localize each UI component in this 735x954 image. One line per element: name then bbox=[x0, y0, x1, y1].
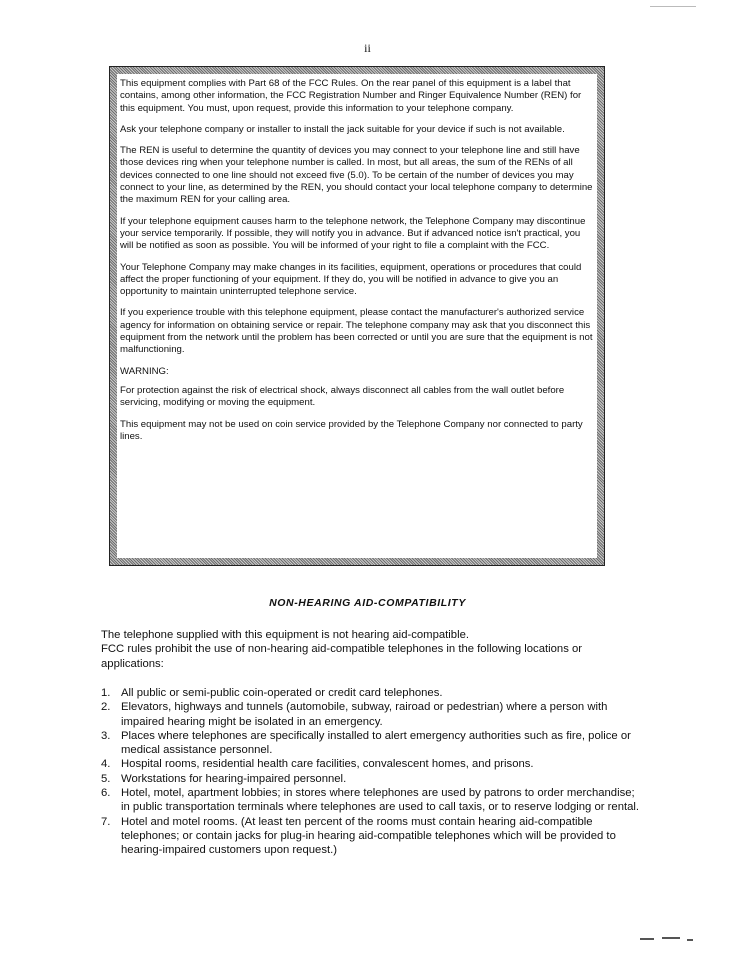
list-item bbox=[101, 772, 641, 786]
page-number: ii bbox=[364, 41, 371, 55]
warning-text: For protection against the risk of electrical shock, always disconnect all cables from the wall outlet before servicing, modifying or moving the equipment. bbox=[120, 384, 565, 409]
list-item-text: Places where telephones are specifically installed to alert emergency authorities such as fire, police or medical assistance personnel. bbox=[121, 729, 631, 757]
list-item-number: 7. bbox=[101, 815, 111, 828]
list-item-text: Hotel and motel rooms. (At least ten percent of the rooms must contain hearing aid-compatible telephones; or contain jacks for plug-in hearing aid-compatible telephones which will be provided to hearing-impaired customers upon request.) bbox=[121, 815, 616, 857]
list-item-text: Workstations for hearing-impaired personnel. bbox=[121, 772, 347, 785]
list-item bbox=[101, 729, 641, 758]
fcc-paragraph-trouble: If you experience trouble with this telephone equipment, please contact the manufacturer's authorized service agency for information on obtaining service or repair. The telephone company may ask that you disconnect this equipment from the network until the problem has been corrected or until you are sure that the equipment is not malfunctioning. bbox=[120, 307, 593, 356]
fcc-paragraph-jack: Ask your telephone company or installer to install the jack suitable for your device if such is not available. bbox=[120, 123, 565, 135]
list-item-number: 2. bbox=[101, 701, 111, 714]
fcc-notice-content bbox=[117, 74, 597, 558]
hac-intro-line: FCC rules prohibit the use of non-hearing aid-compatible telephones in the following locations or applications: bbox=[101, 643, 583, 670]
list-item-text: Hospital rooms, residential health care facilities, convalescent homes, and prisons. bbox=[121, 758, 534, 771]
scan-artifact bbox=[640, 938, 654, 940]
list-item-text: All public or semi-public coin-operated or credit card telephones. bbox=[121, 687, 443, 699]
list-item bbox=[101, 786, 641, 815]
scan-artifact bbox=[687, 939, 693, 941]
list-item-text: Elevators, highways and tunnels (automobile, subway, rairoad or pedestrian) where a person with impaired hearing might be isolated in an emergency. bbox=[121, 701, 608, 728]
fcc-paragraph-network-harm: If your telephone equipment causes harm to the telephone network, the Telephone Company may discontinue your service temporarily. If possible, they will notify you in advance. But if advanced notice isn't practical, you will be notified as soon as possible. You will be informed of your right to file a complaint with the FCC. bbox=[120, 215, 586, 252]
coin-service-text: This equipment may not be used on coin service provided by the Telephone Company nor connected to party lines. bbox=[120, 418, 583, 442]
list-item-number: 6. bbox=[101, 787, 111, 800]
hac-intro bbox=[101, 628, 641, 671]
scan-artifact bbox=[650, 6, 696, 7]
list-item-number: 5. bbox=[101, 772, 111, 785]
fcc-notice-box bbox=[109, 66, 605, 566]
list-item-number: 1. bbox=[101, 687, 111, 699]
fcc-paragraph-ren: The REN is useful to determine the quantity of devices you may connect to your telephone line and still have those devices ring when your telephone number is called. In most, but all areas, the sum of the RENs of all devices connected to one line should not exceed five (5.0). To be certain of the number of devices you may connect to your line, as determined by the REN, you should contact your local telephone company to determine the maximum REN for your calling area. bbox=[120, 145, 593, 206]
fcc-paragraph-part68: This equipment complies with Part 68 of the FCC Rules. On the rear panel of this equipment is a label that contains, among other information, the FCC Registration Number and Ringer Equivalence Number (REN) for this equipment. You must, upon request, provide this information to your telephone company. bbox=[120, 78, 582, 114]
list-item-number: 3. bbox=[101, 729, 111, 742]
list-item bbox=[101, 686, 641, 700]
fcc-paragraph-facility-changes: Your Telephone Company may make changes in its facilities, equipment, operations or procedures that could affect the proper functioning of your equipment. If they do, you will be notified in advance to give you an opportunity to maintain uninterrupted telephone service. bbox=[120, 261, 582, 298]
list-item bbox=[101, 700, 641, 729]
section-title: NON-HEARING AID-COMPATIBILITY bbox=[269, 597, 466, 609]
hac-intro-line: The telephone supplied with this equipment is not hearing aid-compatible. bbox=[101, 629, 470, 641]
scan-artifact bbox=[662, 937, 680, 939]
list-item bbox=[101, 757, 641, 771]
list-item bbox=[101, 815, 641, 858]
list-item-number: 4. bbox=[101, 758, 111, 771]
list-item-text: Hotel, motel, apartment lobbies; in stores where telephones are used by patrons to order merchandise; in public transportation terminals where telephones are used to call taxis, or to reserve lodging or rental. bbox=[121, 787, 640, 814]
prohibited-locations-list bbox=[101, 686, 641, 858]
warning-label: WARNING: bbox=[120, 365, 169, 377]
